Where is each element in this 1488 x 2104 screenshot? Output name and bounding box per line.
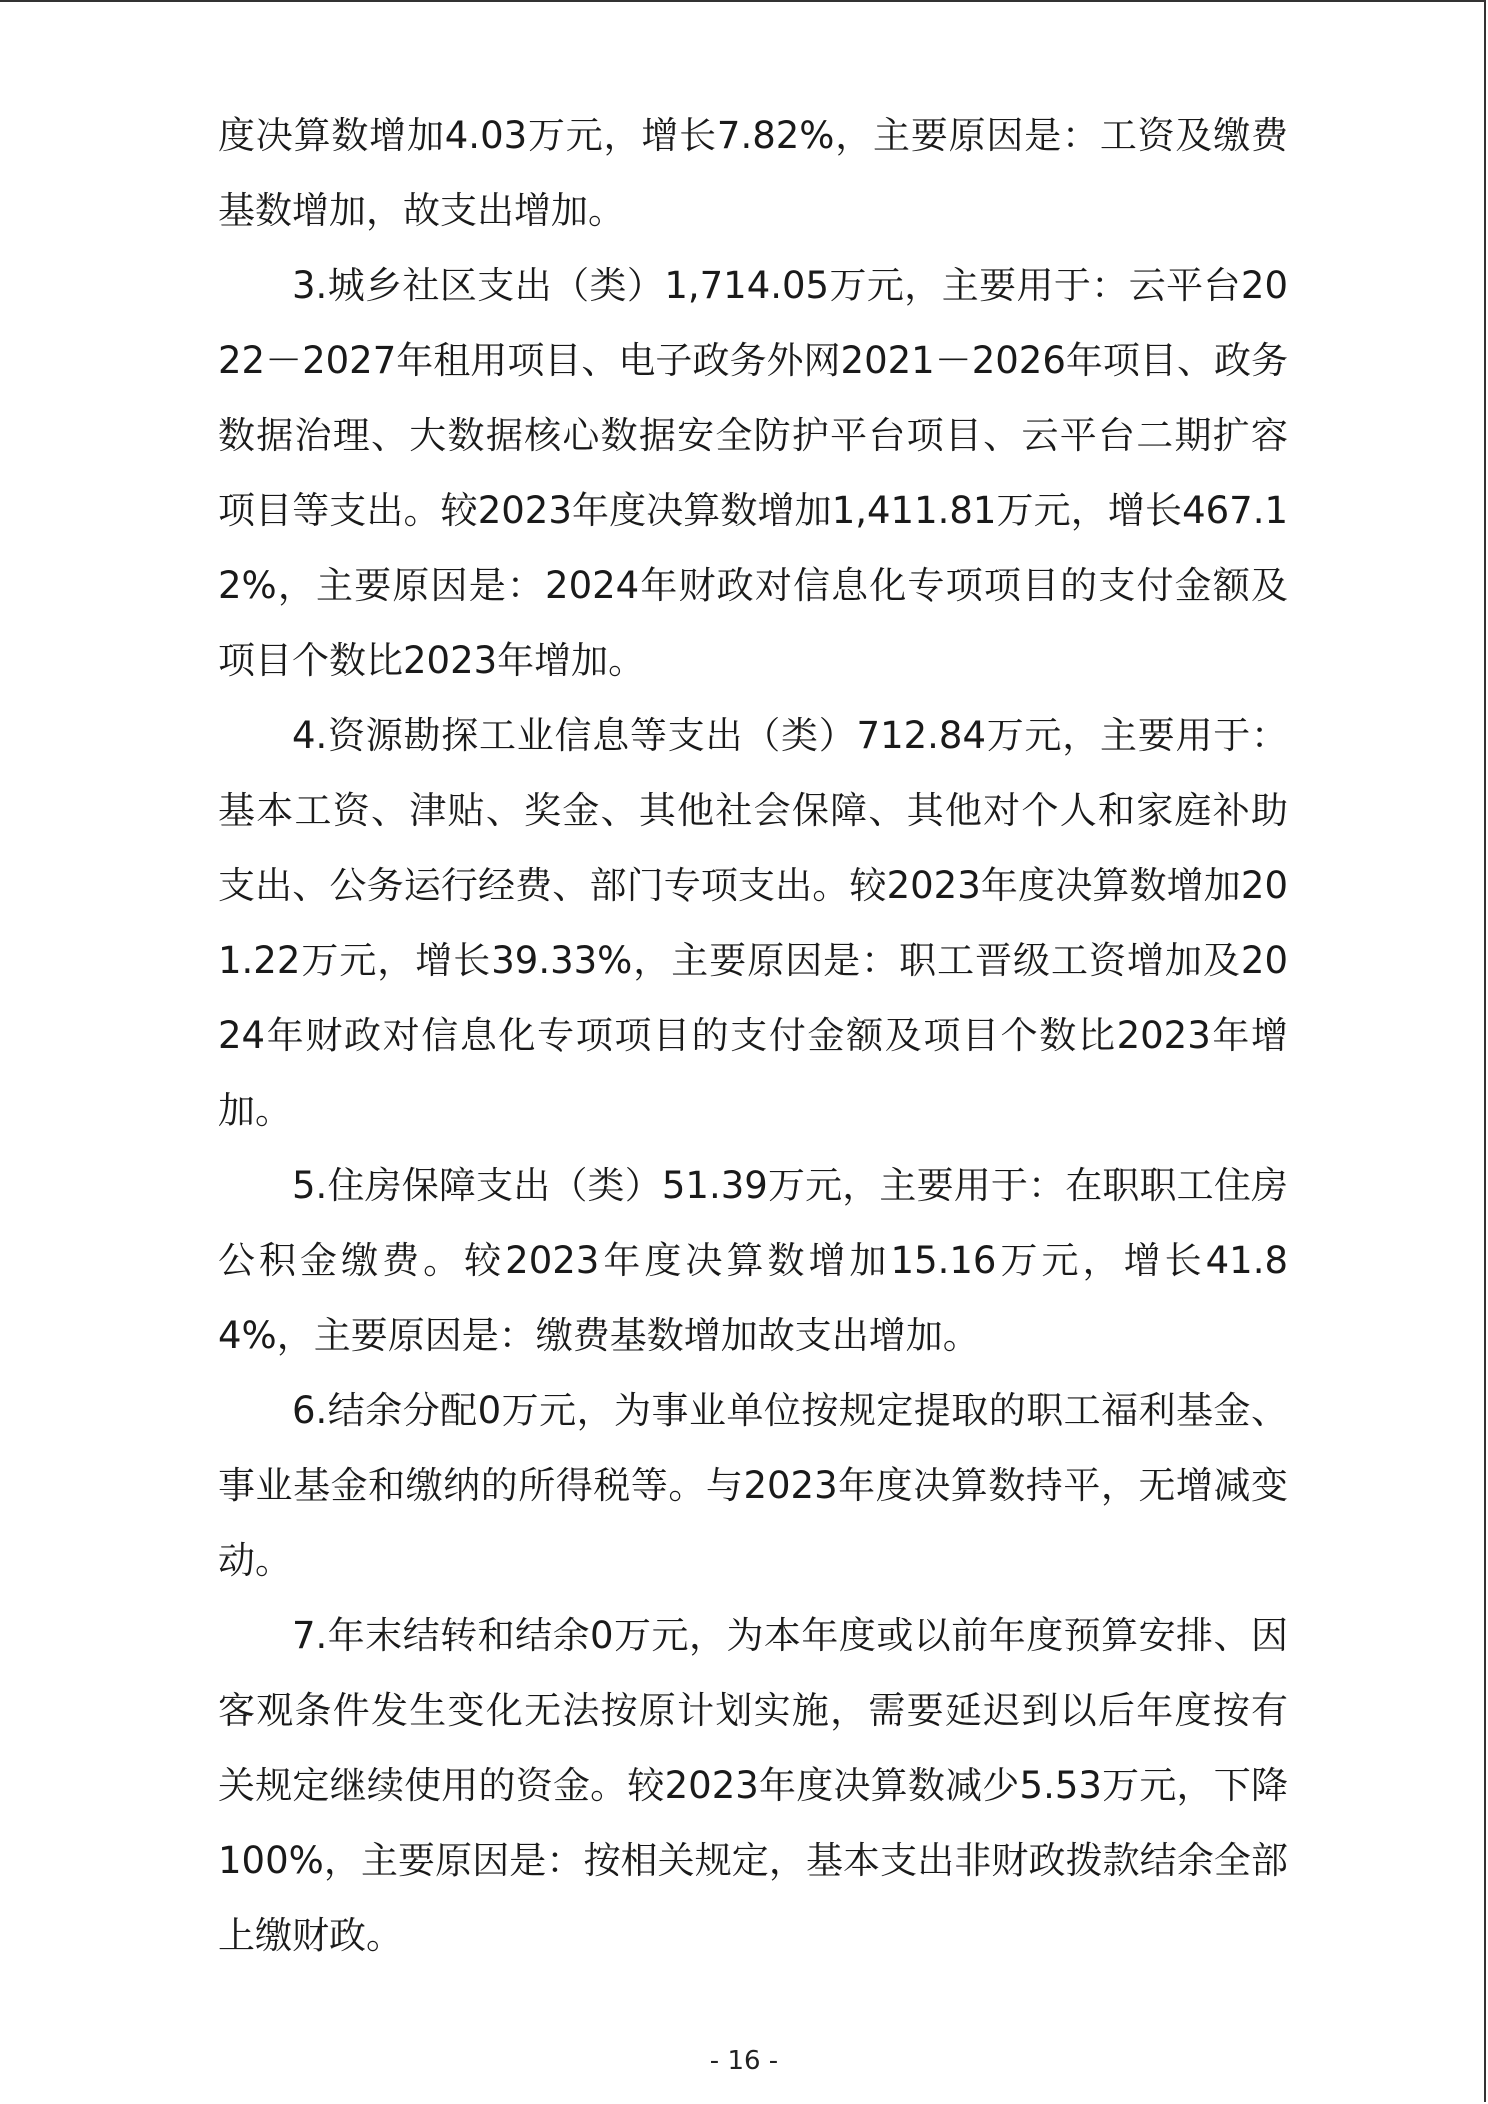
paragraph-surplus-distribution: 6.结余分配0万元，为事业单位按规定提取的职工福利基金、事业基金和缴纳的所得税等。与2023年度决算数持平，无增减变动。 — [218, 1389, 1288, 1582]
paragraph-resource-industry-info: 4.资源勘探工业信息等支出（类）712.84万元，主要用于：基本工资、津贴、奖金、其他社会保障、其他对个人和家庭补助支出、公务运行经费、部门专项支出。较2023年度决算数增加201.22万元，增长39.33%，主要原因是：职工晋级工资增加及2024年财政对信息化专项项目的支付金额及项目个数比2023年增加。 — [218, 714, 1288, 1132]
paragraph-year-end-carryover: 7.年末结转和结余0万元，为本年度或以前年度预算安排、因客观条件发生变化无法按原计划实施，需要延迟到以后年度按有关规定继续使用的资金。较2023年度决算数减少5.53万元，下降100%，主要原因是：按相关规定，基本支出非财政拨款结余全部上缴财政。 — [218, 1614, 1288, 1957]
page-number: - 16 - — [709, 2046, 779, 2076]
page-body — [218, 98, 1288, 1973]
paragraph-housing-security: 5.住房保障支出（类）51.39万元，主要用于：在职职工住房公积金缴费。较2023年度决算数增加15.16万元，增长41.84%，主要原因是：缴费基数增加故支出增加。 — [218, 1164, 1288, 1357]
paragraph-urban-rural-community: 3.城乡社区支出（类）1,714.05万元，主要用于：云平台2022－2027年租用项目、电子政务外网2021－2026年项目、政务数据治理、大数据核心数据安全防护平台项目、云平台二期扩容项目等支出。较2023年度决算数增加1,411.81万元，增长467.12%，主要原因是：2024年财政对信息化专项项目的支付金额及项目个数比2023年增加。 — [218, 264, 1288, 682]
paragraph-continuation: 度决算数增加4.03万元，增长7.82%，主要原因是：工资及缴费基数增加，故支出增加。 — [218, 114, 1288, 232]
